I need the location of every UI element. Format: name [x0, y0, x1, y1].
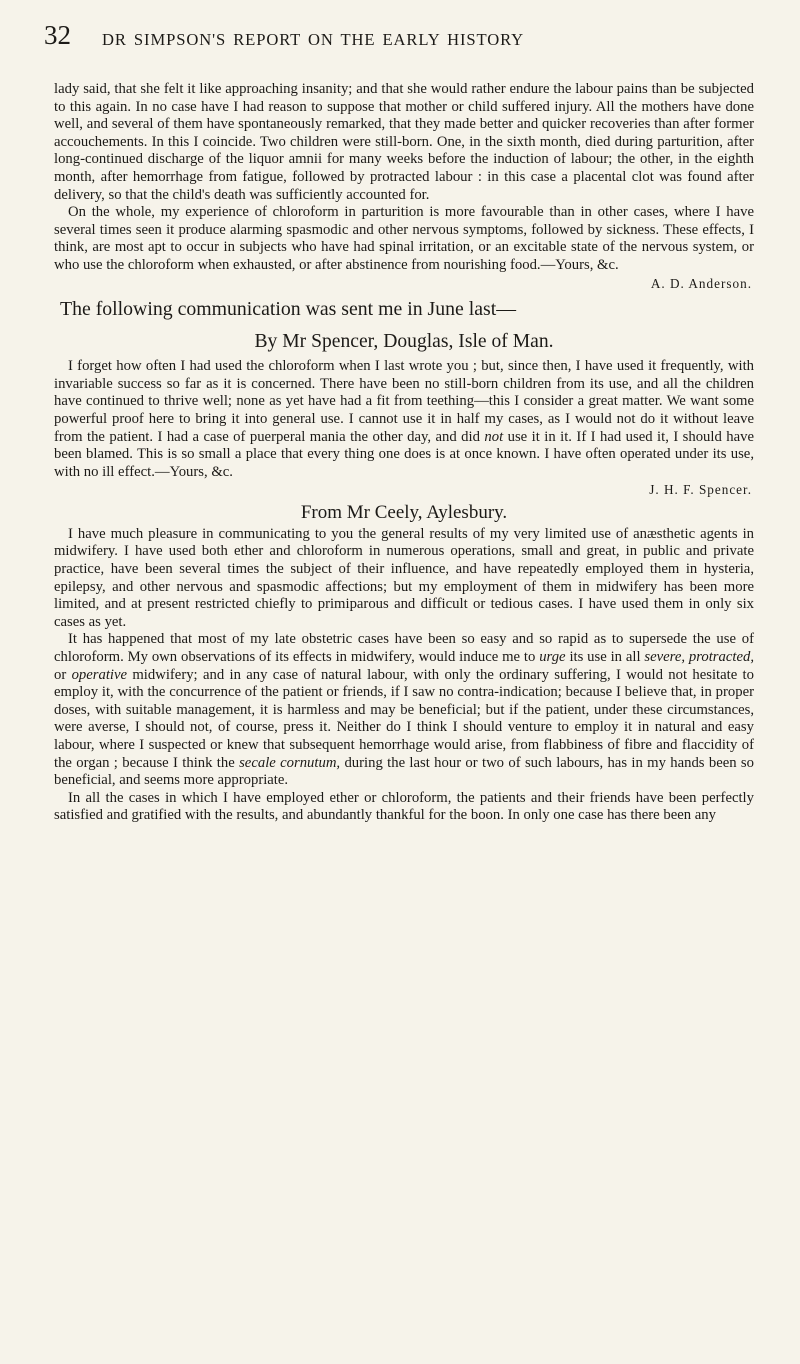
ceely-emphasis-secale: secale cornutum,: [239, 754, 341, 771]
paragraph-anderson-conclusion: On the whole, my experience of chloroform in parturition is more favourable than in other cases, where I have several times seen it produce alarming spasmodic and other nervous symptoms, followed by sickness. These effects, I think, are most apt to occur in subjects who have had spinal irritation, or an excitable state of the nervous system, or who use the chloroform when exhausted, or after abstinence from nourishing food.—Yours, &c.: [54, 204, 754, 273]
section-intro: The following communication was sent me in June last—: [60, 298, 516, 321]
ceely-text-e: during the last hour or two of such labours, has in my hands been so beneficial, and seems more appropriate.: [54, 754, 754, 789]
letter-body-ceely-2: [54, 631, 754, 789]
signature-anderson: A. D. Anderson.: [650, 275, 752, 291]
spencer-text-b: use it in it. If I had used it, I should have been blamed. This is so small a place that every thing one does is at once known. I have often operated under its use, with no ill effect.—Yours, &c.: [54, 428, 755, 480]
letter-body-ceely-3: In all the cases in which I have employed ether or chloroform, the patients and their friends have been perfectly satisfied and gratified with the results, and abundantly thankful for the boon. In only one case has there been any: [54, 789, 754, 824]
ceely-emphasis-urge: urge: [539, 649, 566, 666]
ceely-text-b: its use in all: [565, 649, 645, 666]
body-text: [54, 81, 754, 825]
letter-byline-spencer: By Mr Spencer, Douglas, Isle of Man.: [254, 331, 554, 353]
letter-byline-ceely: From Mr Ceely, Aylesbury.: [300, 501, 508, 523]
paragraph-continuation: lady said, that she felt it like approaching insanity; and that she would rather endure the labour pains than be subjected to this again. In no case have I had reason to suppose that mother or child suffered injury. All the mothers have done well, and several of them have spontaneously remarked, that they made better and quicker recoveries than after former accouchements. In this I coincide. Two children were still-born. One, in the sixth month, died during parturition, after long-continued discharge of the liquor amnii for many weeks before the induction of labour; the other, in the eighth month, after hemorrhage from fatigue, followed by protracted labour : in this case a placental clot was found after delivery, so that the child's death was sufficiently accounted for.: [54, 81, 754, 203]
spencer-text-a: I forget how often I had used the chloroform when I last wrote you ; but, since then, I have used it frequently, with invariable success so far as it is concerned. There have been no still-born children from its use, and all the children have continued to thrive well; none as yet have had a fit from teething—this I consider a great matter. We want some powerful proof here to bring it into general use. I cannot use it in half my cases, as I would not do it without leave from the patient. I had a case of puerperal mania the other day, and did: [54, 358, 754, 445]
letter-body-spencer: [54, 358, 754, 481]
ceely-emphasis-operative: operative: [71, 666, 128, 683]
running-title: DR SIMPSON'S REPORT ON THE EARLY HISTORY: [102, 30, 525, 49]
page-number: 32: [44, 20, 71, 50]
ceely-text-d: midwifery; and in any case of natural labour, with only the ordinary suffering, I would not hesitate to employ it, with the concurrence of the patient or friends, if I saw no contra-indication; because I believe that, in proper doses, with suitable management, it is harmless and may be beneficial; but if the patient, under these circumstances, were averse, I should not, of course, press it. Neither do I think I should venture to employ it in natural and easy labour, where I suspected or knew that subsequent hemorrhage would arise, from flabbiness of fibre and flaccidity of the organ ; because I think the: [54, 666, 754, 771]
letter-body-ceely-1: I have much pleasure in communicating to you the general results of my very limited use of anæsthetic agents in midwifery. I have used both ether and chloroform in numerous operations, small and great, in public and private practice, have been several times the subject of their influence, and have repeatedly employed them in hysteria, epilepsy, and other nervous and spasmodic affections; but my employment of them in midwifery has been more limited, and at present restricted chiefly to primiparous and difficult or tedious cases. I have used them in only six cases as yet.: [54, 525, 754, 630]
signature-spencer: J. H. F. Spencer.: [649, 482, 752, 498]
spencer-emphasis: not: [484, 428, 504, 445]
ceely-emphasis-severe: severe, protracted,: [644, 649, 754, 666]
ceely-text-a: It has happened that most of my late obstetric cases have been so easy and so rapid as to supersede the use of chloroform. My own observations of its effects in midwifery, would induce me to: [54, 631, 754, 666]
ceely-text-c: or: [54, 666, 72, 683]
page-header: [0, 20, 800, 60]
